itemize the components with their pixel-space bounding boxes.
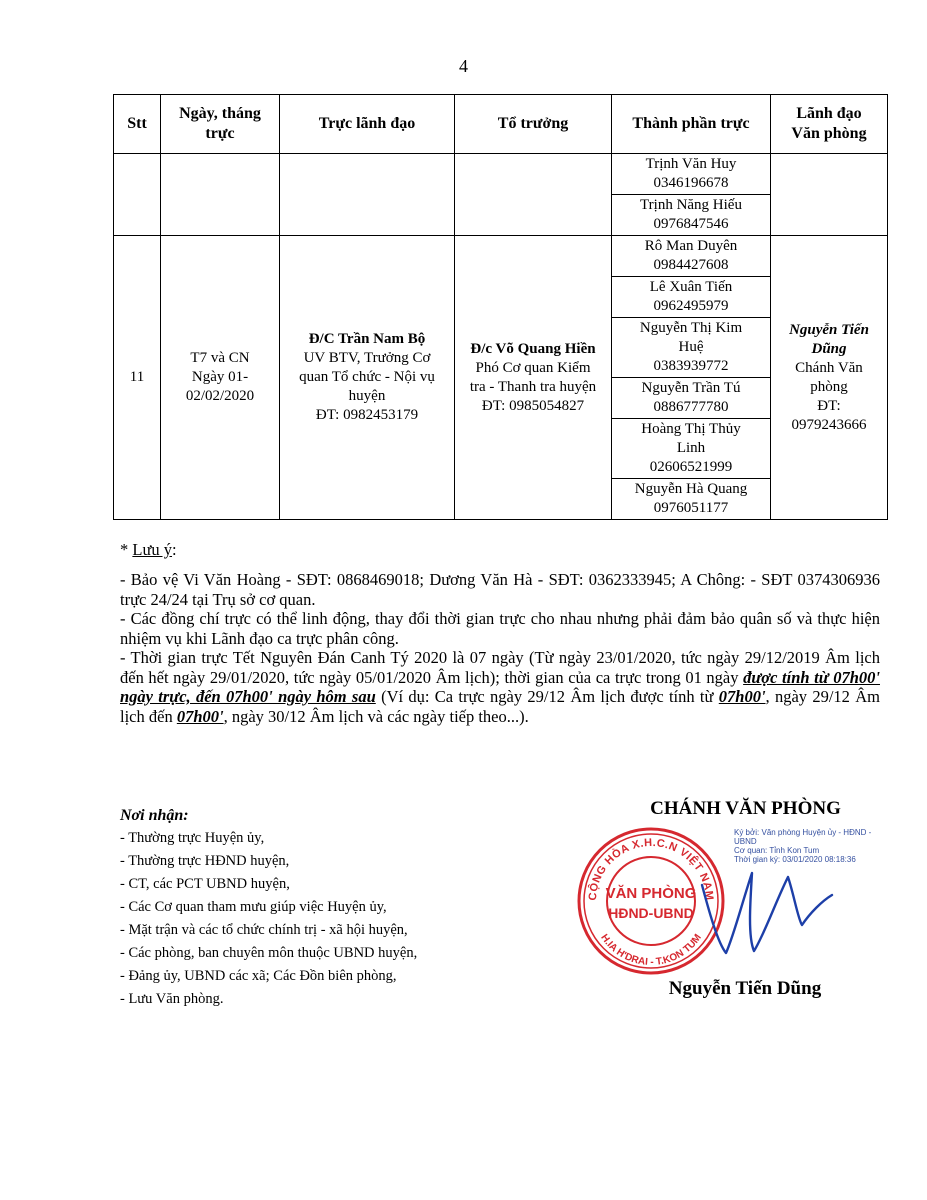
stt-cell: 11 [114,236,161,520]
recipient-item: - Đảng ủy, UBND các xã; Các Đồn biên phòng, [120,968,397,984]
member-cell: Rô Man Duyên 0984427608 [612,236,771,277]
table-row [114,154,888,195]
leader-cell: Đ/C Trần Nam Bộ UV BTV, Trưởng Cơ quan Tổ chức - Nội vụ huyện ĐT: 0982453179 [280,236,455,520]
header-date: Ngày, tháng trực [161,95,280,154]
svg-text:H.IA H'DRAI - T.KON TUM: H.IA H'DRAI - T.KON TUM [598,932,704,968]
member-cell: Nguyễn Thị Kim Huệ 0383939772 [612,318,771,378]
table-row [114,236,888,277]
handwritten-signature-icon [690,855,840,965]
recipient-item: - Thường trực HĐND huyện, [120,853,290,869]
team-leader-cell: Đ/c Võ Quang Hiền Phó Cơ quan Kiểm tra - Thanh tra huyện ĐT: 0985054827 [455,236,612,520]
note-security: - Bảo vệ Vi Văn Hoàng - SĐT: 0868469018; Dương Văn Hà - SĐT: 0362333945; A Chông: - SĐT 0374306936 trực 24/24 tại Trụ sở cơ quan. [120,570,880,609]
header-members: Thành phần trực [612,95,771,154]
notes-body [120,570,880,726]
office-leader-cell: Nguyễn Tiến Dũng Chánh Văn phòng ĐT: 0979243666 [771,236,888,520]
recipient-item: - Các phòng, ban chuyên môn thuộc UBND huyện, [120,945,418,961]
svg-text:CỘNG HÒA X.H.C.N VIỆT NAM: CỘNG HÒA X.H.C.N VIỆT NAM [586,836,716,902]
member-cell: Lê Xuân Tiến 0962495979 [612,277,771,318]
member-cell: Nguyễn Trần Tú 0886777780 [612,378,771,419]
signature-time: Thời gian ký: 03/01/2020 08:18:36 [734,855,856,864]
recipient-item: - Các Cơ quan tham mưu giúp việc Huyện ủy, [120,899,387,915]
recipients-block [120,806,520,1012]
signer-name: Nguyễn Tiến Dũng [668,978,822,999]
page-number: 4 [459,56,468,76]
recipients-title: Nơi nhận: [120,807,189,824]
member-cell: Trịnh Văn Huy 0346196678 [612,154,771,195]
svg-text:VĂN PHÒNG: VĂN PHÒNG [605,885,697,902]
duty-roster-table [113,94,888,520]
recipient-item: - Thường trực Huyện ủy, [120,830,265,846]
notes-heading: * Lưu ý: [120,540,177,559]
member-cell: Hoàng Thị Thủy Linh 02606521999 [612,419,771,479]
signature-signed-by: Ký bởi: Văn phòng Huyện ủy - HĐND - UBND [734,828,872,846]
note-duty-time: - Thời gian trực Tết Nguyên Đán Canh Tý 2020 là 07 ngày (Từ ngày 23/01/2020, tức ngày 29/12/2019 Âm lịch đến hết ngày 29/01/2020, tức ngày 05/01/2020 Âm lịch); thời gian của ca trực trong 01 ngày được tính từ 07h00' ngày trực, đến 07h00' ngày hôm sau (Ví dụ: Ca trực ngày 29/12 Âm lịch được tính từ 07h00', ngày 29/12 Âm lịch đến 07h00', ngày 30/12 Âm lịch và các ngày tiếp theo...). [120,648,880,726]
table-header-row [114,95,888,154]
member-cell: Trịnh Năng Hiếu 0976847546 [612,195,771,236]
recipient-item: - Lưu Văn phòng. [120,991,224,1007]
recipient-item: - Mặt trận và các tổ chức chính trị - xã hội huyện, [120,922,408,938]
header-leader: Trực lãnh đạo [280,95,455,154]
note-flexibility: - Các đồng chí trực có thể linh động, thay đổi thời gian trực cho nhau nhưng phải đảm bảo quân số và thực hiện nhiệm vụ khi Lãnh đạo ca trực phân công. [120,609,880,648]
header-stt: Stt [114,95,161,154]
signer-position-title: CHÁNH VĂN PHÒNG [650,798,841,819]
recipient-item: - CT, các PCT UBND huyện, [120,876,290,892]
signature-agency: Cơ quan: Tỉnh Kon Tum [734,846,820,855]
svg-text:HĐND-UBND: HĐND-UBND [608,905,694,921]
header-team-leader: Tổ trưởng [455,95,612,154]
date-cell: T7 và CN Ngày 01- 02/02/2020 [161,236,280,520]
header-office-leader: Lãnh đạo Văn phòng [771,95,888,154]
member-cell: Nguyễn Hà Quang 0976051177 [612,479,771,520]
